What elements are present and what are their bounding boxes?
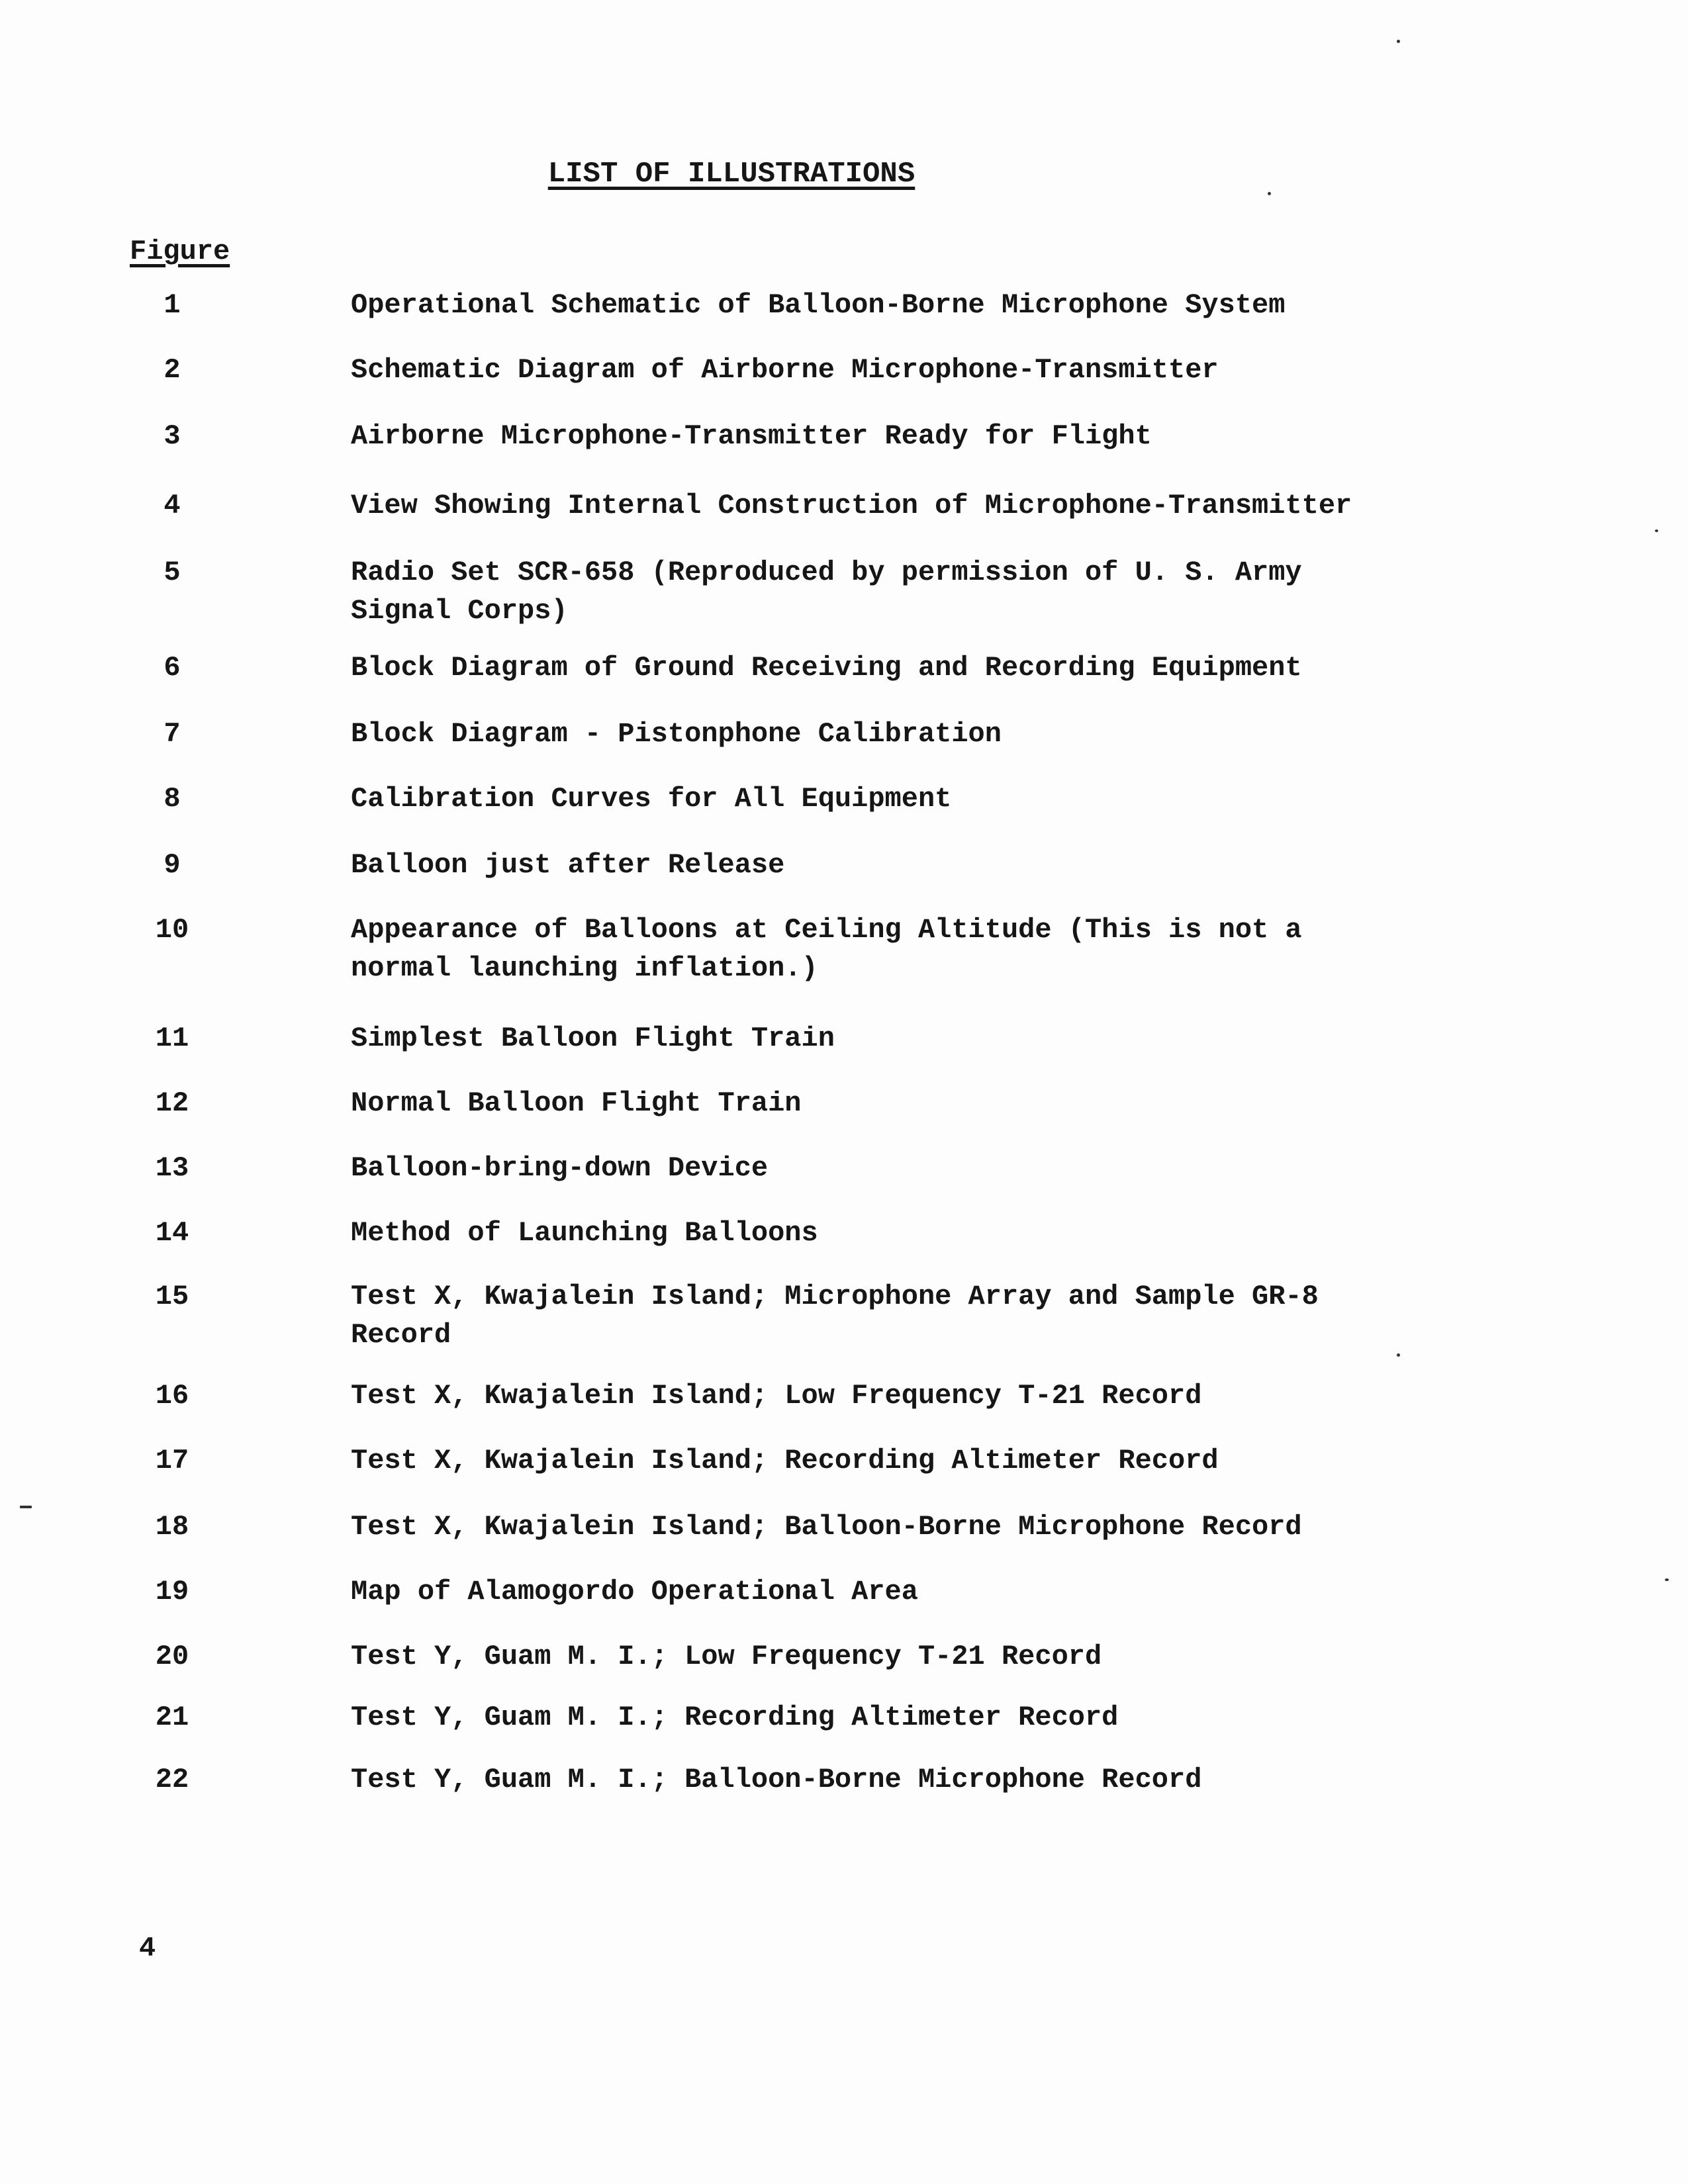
figure-number: 13 [155, 1152, 189, 1184]
figure-caption: Test X, Kwajalein Island; Recording Altimeter Record [351, 1445, 1219, 1477]
figure-caption: Map of Alamogordo Operational Area [351, 1576, 918, 1608]
scan-speck [1397, 40, 1400, 43]
figure-number: 14 [155, 1217, 189, 1249]
figure-number: 11 [155, 1023, 189, 1054]
page-number: 4 [139, 1933, 156, 1964]
figure-number: 5 [164, 557, 181, 588]
figure-caption: Test X, Kwajalein Island; Microphone Array and Sample GR-8 Record [351, 1281, 1319, 1351]
figure-number: 16 [155, 1380, 189, 1412]
scan-speck [1665, 1578, 1669, 1581]
page-title [0, 158, 1463, 191]
figure-caption: Appearance of Balloons at Ceiling Altitude (This is not a normal launching inflation.) [351, 914, 1302, 984]
figure-caption: Balloon just after Release [351, 849, 785, 881]
figure-caption: Test Y, Guam M. I.; Recording Altimeter Record [351, 1702, 1119, 1733]
figure-caption: Method of Launching Balloons [351, 1217, 818, 1249]
page-title-text: LIST OF ILLUSTRATIONS [547, 158, 915, 191]
figure-caption: Schematic Diagram of Airborne Microphone-Transmitter [351, 354, 1219, 386]
scan-speck [1268, 192, 1271, 195]
column-header-figure: Figure [130, 236, 230, 267]
scan-speck [1397, 1353, 1400, 1357]
figure-number: 12 [155, 1087, 189, 1119]
figure-number: 2 [164, 354, 181, 386]
figure-caption: Block Diagram - Pistonphone Calibration [351, 718, 1002, 750]
scan-speck [20, 1506, 32, 1508]
figure-caption: Test Y, Guam M. I.; Low Frequency T-21 Record [351, 1641, 1102, 1672]
figure-caption: Balloon-bring-down Device [351, 1152, 769, 1184]
figure-caption: Test X, Kwajalein Island; Low Frequency T-21 Record [351, 1380, 1202, 1412]
figure-number: 10 [155, 914, 189, 946]
figure-caption: Normal Balloon Flight Train [351, 1087, 802, 1119]
figure-caption: Test Y, Guam M. I.; Balloon-Borne Microphone Record [351, 1764, 1202, 1796]
figure-number: 9 [164, 849, 181, 881]
figure-caption: View Showing Internal Construction of Microphone-Transmitter [351, 490, 1352, 522]
figure-caption: Operational Schematic of Balloon-Borne Microphone System [351, 289, 1286, 321]
figure-caption: Simplest Balloon Flight Train [351, 1023, 835, 1054]
figure-number: 18 [155, 1511, 189, 1543]
figure-number: 21 [155, 1702, 189, 1733]
figure-caption: Block Diagram of Ground Receiving and Recording Equipment [351, 652, 1302, 684]
figure-caption: Test X, Kwajalein Island; Balloon-Borne Microphone Record [351, 1511, 1302, 1543]
figure-number: 19 [155, 1576, 189, 1608]
scan-speck [1655, 529, 1658, 532]
figure-number: 17 [155, 1445, 189, 1477]
figure-number: 15 [155, 1281, 189, 1312]
figure-number: 3 [164, 420, 181, 452]
figure-caption: Calibration Curves for All Equipment [351, 783, 952, 815]
figure-number: 7 [164, 718, 181, 750]
figure-number: 6 [164, 652, 181, 684]
figure-number: 4 [164, 490, 181, 522]
figure-caption: Radio Set SCR-658 (Reproduced by permission of U. S. Army Signal Corps) [351, 557, 1302, 627]
figure-caption: Airborne Microphone-Transmitter Ready for Flight [351, 420, 1152, 452]
figure-number: 22 [155, 1764, 189, 1796]
figure-number: 1 [164, 289, 181, 321]
figure-number: 8 [164, 783, 181, 815]
figure-number: 20 [155, 1641, 189, 1672]
